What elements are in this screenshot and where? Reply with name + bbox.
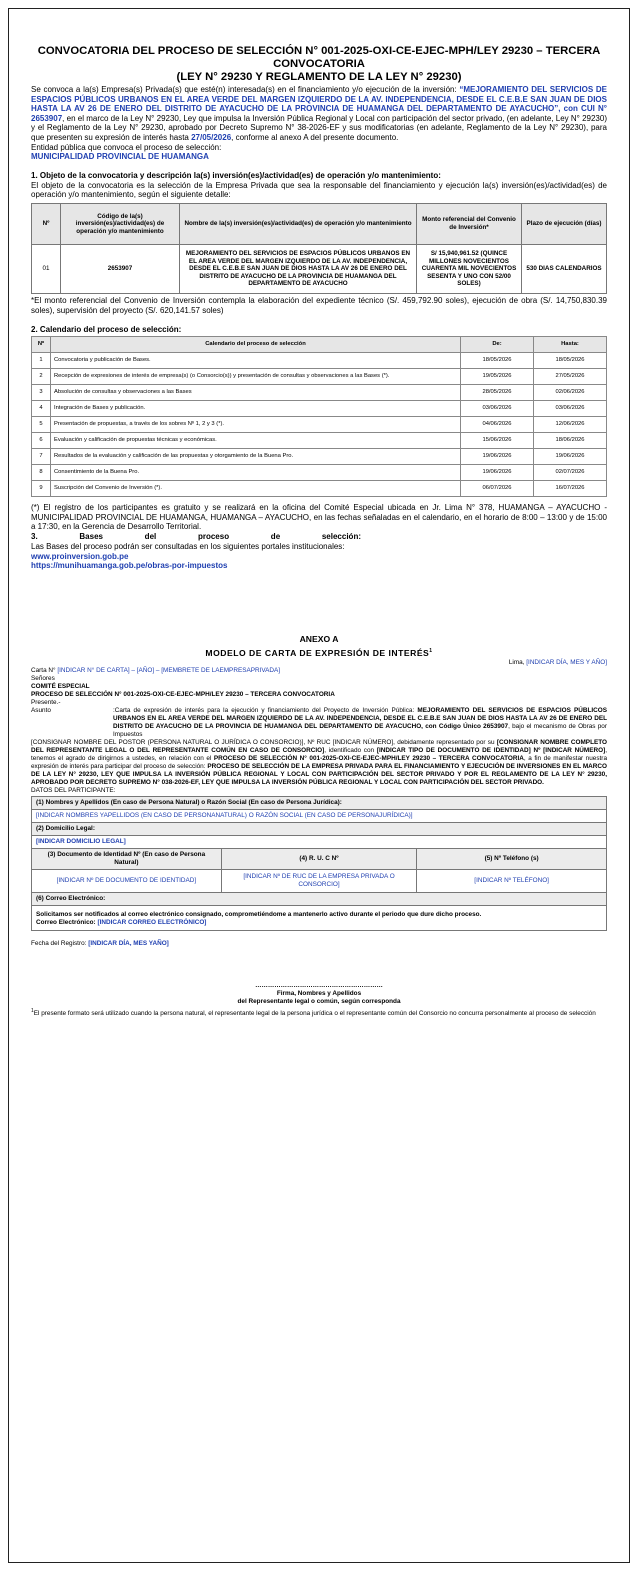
cal-from: 28/05/2026 — [461, 385, 534, 401]
body-d: [INDICAR TIPO DE DOCUMENTO DE IDENTIDAD] Nº [INDICAR NÚMERO] — [376, 746, 606, 754]
datos-label: DATOS DEL PARTICIPANTE: — [31, 786, 116, 794]
col-amount: Monto referencial del Convenio de Inversión* — [417, 203, 522, 244]
section-1-text: El objeto de la convocatoria es la selección de la Empresa Privada que sea la responsable del financiamiento y ejecución la(s) inversión(es)/actividad(es) de operación y/o mantenimiento, según el siguiente detalle: — [31, 180, 607, 200]
body-e: , tenemos el agrado de dirigirnos a ustedes, en relación con el — [31, 746, 607, 762]
cal-num: 6 — [32, 433, 51, 449]
document-title — [31, 45, 607, 84]
cal-num: 7 — [32, 449, 51, 465]
email-label: Correo Electrónico: — [36, 918, 98, 926]
field-1-label: (1) Nombres y Apellidos (En caso de Persona Natural) o Razón Social (En caso de Persona Jurídica): — [32, 796, 607, 809]
field-5-label: (5) Nº Teléfono (s) — [417, 848, 607, 869]
footnote-text: El presente formato será utilizado cuando la persona natural, el representante legal de la persona jurídica o el representante común del Consorcio no concurra personalmente al proceso de selección — [33, 1009, 596, 1017]
asunto-row — [31, 707, 607, 739]
table-row — [32, 433, 607, 449]
calendar-header — [32, 337, 607, 353]
field-3-value[interactable]: [INDICAR Nº DE DOCUMENTO DE IDENTIDAD] — [32, 869, 222, 892]
row-name: MEJORAMIENTO DEL SERVICIOS DE ESPACIOS PÚBLICOS URBANOS EN EL AREA VERDE DEL MARGEN IZQUIERDO DE LA AV. INDEPENDENCIA, DESDE EL C.E.B.E SAN JUAN DE DIOS HASTA LA AV 26 DE ENERO DEL DISTRITO DE AYACUCHO DE LA PROVINCIA DE HUAMANGA DEL DEPARTAMENTO DE AYACUCHO — [180, 244, 417, 293]
registration-note: (*) El registro de los participantes es gratuito y se realizará en la oficina del Comité Especial ubicada en Jr. Lima N° 378, HUAMANGA – AYACUCHO - MUNICIPALIDAD PROVINCIAL DE HUAMANGA, HUAMANGA – AYACUCHO, en las fechas señaladas en el calendario, en el horario de 8:00 – 13:00 y de 15:00 a 17:30, en la Gerencia de Desarrollo Territorial. — [31, 503, 607, 532]
table-row — [32, 465, 607, 481]
participant-form — [31, 796, 607, 931]
body-g: , a fin de manifestar nuestra expresión de interés para participar del proceso de selección: — [31, 754, 607, 770]
field-6-label: (6) Correo Electrónico: — [32, 892, 607, 905]
intro-paragraph — [31, 85, 607, 143]
anexo-title: ANEXO A — [299, 633, 339, 644]
intro-text-a: Se convoca a la(s) Empresa(s) Privada(s) que esté(n) interesada(s) en el financiamiento y/o ejecución de la inversión: — [31, 85, 460, 94]
table-row — [32, 385, 607, 401]
col-name: Nombre de la(s) inversión(es)/actividad(es) de operación y/o mantenimiento — [180, 203, 417, 244]
cal-from: 19/05/2026 — [461, 369, 534, 385]
table-row — [32, 401, 607, 417]
cal-to: 27/05/2026 — [534, 369, 607, 385]
asunto-c: , bajo el mecanismo de Obras por Impuestos — [113, 722, 607, 738]
cal-desc: Evaluación y calificación de propuestas técnicas y económicas. — [51, 433, 461, 449]
body-h: PROCESO DE SELECCIÓN DE LA EMPRESA PRIVADA PARA EL FINANCIAMIENTO Y EJECUCIÓN DE INVERSIONES EN EL MARCO DE LA LEY N° 29230, LEY QUE IMPULSA LA INVERSIÓN PÚBLICA REGIONAL Y LOCAL CON PARTICIPACIÓN DEL SECTOR PRIVADO Y POR EL REGLAMENTO DE LA LEY N° 29230, APROBADO POR DECRETO SUPREMO N° 038-2026-EF, LEY QUE IMPULSA LA INVERSIÓN PÚBLICA REGIONAL Y LOCAL CON PARTICIPACIÓN DEL SECTOR PRIVADO. — [31, 762, 607, 786]
anexo-subtitle — [31, 645, 607, 659]
title-line-1: CONVOCATORIA DEL PROCESO DE SELECCIÓN N° 001-2025-OXI-CE-EJEC-MPH/LEY 29230 – TERCERA CONVOCATORIA — [37, 45, 601, 70]
cal-from: 19/06/2026 — [461, 449, 534, 465]
calendar-table — [31, 336, 607, 497]
cal-num: 4 — [32, 401, 51, 417]
section-3-heading: 3. Bases del proceso de selección: — [31, 531, 361, 541]
cal-from: 18/05/2026 — [461, 353, 534, 369]
row-code: 2653907 — [61, 244, 180, 293]
document-page — [8, 8, 630, 1563]
date-placeholder: [INDICAR DÍA, MES Y AÑO] — [526, 658, 607, 666]
cal-desc: Convocatoria y publicación de Bases. — [51, 353, 461, 369]
field-1-value[interactable]: [INDICAR NOMBRES YAPELLIDOS (EN CASO DE PERSONANATURAL) O RAZÓN SOCIAL (EN CASO DE PERSONAJURÍDICA)] — [32, 809, 607, 822]
table-row — [32, 369, 607, 385]
calendar-rows — [32, 353, 607, 497]
anexo-subtitle-text: MODELO DE CARTA DE EXPRESIÓN DE INTERÉS — [205, 647, 430, 658]
table-row — [32, 353, 607, 369]
table-row — [32, 417, 607, 433]
field-6-text: Solicitamos ser notificados al correo electrónico consignado, comprometiéndome a mantenerlo activo durante el periodo que dure dicho proceso. — [36, 910, 482, 918]
row-amount: S/ 15,940,961.52 (QUINCE MILLONES NOVECIENTOS CUARENTA MIL NOVECIENTOS SESENTA Y UNO CON 52/00 SOLES) — [417, 244, 522, 293]
email-placeholder[interactable]: [INDICAR CORREO ELECTRÓNICO] — [97, 918, 207, 926]
cal-to: 18/06/2026 — [534, 433, 607, 449]
letter-body — [31, 739, 607, 787]
signature-name: Firma, Nombres y Apellidos — [276, 989, 362, 997]
cal-num: 1 — [32, 353, 51, 369]
field-5-value[interactable]: [INDICAR Nº TELÉFONO] — [417, 869, 607, 892]
cal-desc: Presentación de propuestas, a través de los sobres Nº 1, 2 y 3 (*). — [51, 417, 461, 433]
intro-deadline: 27/05/2026 — [191, 132, 232, 142]
cal-col-from: De: — [461, 337, 534, 353]
row-num: 01 — [32, 244, 61, 293]
cal-num: 3 — [32, 385, 51, 401]
link-proinversion[interactable]: www.proinversion.gob.pe — [31, 551, 129, 561]
asunto-text — [113, 707, 607, 739]
link-munihuamanga[interactable]: https://munihuamanga.gob.pe/obras-por-impuestos — [31, 561, 228, 571]
intro-text-b: , en el marco de la Ley N° 29230, Ley que impulsa la Inversión Pública Regional y Local con participación del sector privado, (en adelante, Ley N° 29230) y el Reglamento de la Ley N° 29230, aprobado por Decreto Supremo N° 38-2026-EF y sus modificatorias (en adelante, Reglamento de la Ley N° 29230), para que presenten su expresión de interés hasta — [31, 113, 607, 142]
cal-num: 9 — [32, 481, 51, 497]
body-f: PROCESO DE SELECCIÓN N° 001-2025-OXI-CE-EJEC-MPH/LEY 29230 – TERCERA CONVOCATORIA — [213, 754, 524, 762]
investment-table-header — [32, 203, 607, 244]
cal-to: 02/06/2026 — [534, 385, 607, 401]
comite: COMITÉ ESPECIAL — [31, 682, 90, 690]
fecha-placeholder: [INDICAR DÍA, MES YAÑO] — [88, 939, 169, 947]
asunto-b: MEJORAMIENTO DEL SERVICIOS DE ESPACIOS PÚBLICOS URBANOS EN EL AREA VERDE DEL MARGEN IZQUIERDO DE LA AV. INDEPENDENCIA, DESDE EL C.E.B.E SAN JUAN DE DIOS HASTA LA AV 26 DE ENERO DEL DISTRITO DE AYACUCHO DE LA PROVINCIA DE HUAMANGA DEL DEPARTAMENTO DE AYACUCHO, con Código Único 2653907 — [113, 706, 607, 730]
field-6-box — [32, 905, 607, 930]
signature-line: …………………………………………………… — [255, 981, 383, 989]
cal-desc: Integración de Bases y publicación. — [51, 401, 461, 417]
col-code: Código de la(s) inversión(es)/actividad(es) de operación y/o mantenimiento — [61, 203, 180, 244]
body-b: [CONSIGNAR NOMBRE COMPLETO DEL REPRESENTANTE LEGAL O DEL REPRESENTANTE COMÚN EN CASO DE CONSORCIO] — [31, 738, 607, 754]
cal-desc: Absolución de consultas y observaciones a las Bases — [51, 385, 461, 401]
cal-desc: Consentimiento de la Buena Pro. — [51, 465, 461, 481]
field-3-label: (3) Documento de Identidad Nº (En caso de Persona Natural) — [32, 848, 222, 869]
cal-from: 03/06/2026 — [461, 401, 534, 417]
field-4-label: (4) R. U. C Nº — [221, 848, 417, 869]
cal-desc: Resultados de la evaluación y calificación de las propuestas y otorgamiento de la Buena Pro. — [51, 449, 461, 465]
table-row — [32, 481, 607, 497]
cal-to: 03/06/2026 — [534, 401, 607, 417]
senores: Señores — [31, 674, 55, 682]
row-term: 530 DIAS CALENDARIOS — [522, 244, 607, 293]
col-term: Plazo de ejecución (días) — [522, 203, 607, 244]
asunto-label: Asunto — [31, 706, 51, 714]
cal-from: 06/07/2026 — [461, 481, 534, 497]
cal-desc: Recepción de expresiones de interés de empresa(s) (o Consorcio(s)) y presentación de consultas y observaciones a las Bases (*). — [51, 369, 461, 385]
amount-footnote: *El monto referencial del Convenio de Inversión contempla la elaboración del expediente técnico (S/. 459,792.90 soles), ejecución de obra (S/. 14,750,830.39 soles), supervisión del proyecto (S/. 620,141.57 soles) — [31, 295, 607, 315]
carta-label: Carta N° — [31, 666, 56, 674]
city-label: Lima, — [508, 658, 527, 666]
body-c: , identificado con — [324, 746, 377, 754]
cal-to: 19/06/2026 — [534, 449, 607, 465]
signature-role: del Representante legal o común, según corresponda — [237, 997, 401, 1005]
intro-project-name: “MEJORAMIENTO DEL SERVICIOS DE ESPACIOS PÚBLICOS URBANOS EN EL AREA VERDE DEL MARGEN IZQUIERDO DE LA AV. INDEPENDENCIA, DESDE EL C.E.B.E SAN JUAN DE DIOS HASTA LA AV 26 DE ENERO DEL DISTRITO DE AYACUCHO DE LA PROVINCIA DE HUAMANGA DEL DEPARTAMENTO DE AYACUCHO”, con CUI N° 2653907 — [31, 85, 607, 123]
cal-to: 12/06/2026 — [534, 417, 607, 433]
cal-col-num: Nº — [32, 337, 51, 353]
cal-to: 18/05/2026 — [534, 353, 607, 369]
carta-line — [31, 667, 607, 675]
carta-placeholder: [INDICAR N° DE CARTA] – [AÑO] – [MEMBRETE DE LAEMPRESAPRIVADA] — [57, 666, 281, 674]
title-line-2: (LEY N° 29230 Y REGLAMENTO DE LA LEY N° 29230) — [176, 71, 462, 83]
field-2-label: (2) Domicilio Legal: — [32, 822, 607, 835]
field-2-value[interactable]: [INDICAR DOMICILIO LEGAL] — [32, 835, 607, 848]
cal-to: 02/07/2026 — [534, 465, 607, 481]
anexo-footnote-mark: 1 — [429, 647, 433, 654]
cal-num: 2 — [32, 369, 51, 385]
cal-num: 5 — [32, 417, 51, 433]
cal-col-desc: Calendario del proceso de selección — [51, 337, 461, 353]
entity-label: Entidad pública que convoca el proceso de selección: — [31, 142, 222, 152]
cal-from: 15/06/2026 — [461, 433, 534, 449]
fecha-registro — [31, 940, 607, 948]
cal-to: 16/07/2026 — [534, 481, 607, 497]
presente: Presente.- — [31, 698, 61, 706]
cal-num: 8 — [32, 465, 51, 481]
section-2-heading: 2. Calendario del proceso de selección: — [31, 325, 182, 335]
investment-table — [31, 203, 607, 294]
entity-name: MUNICIPALIDAD PROVINCIAL DE HUAMANGA — [31, 152, 209, 162]
asunto-a: :Carta de expresión de interés para la ejecución y financiamiento del Proyecto de Inversión Pública: — [113, 706, 418, 714]
cal-col-to: Hasta: — [534, 337, 607, 353]
table-row — [32, 244, 607, 293]
footnote-mark: 1 — [31, 1007, 34, 1014]
section-1-heading: 1. Objeto de la convocatoria y descripción la(s) inversión(es)/actividad(es) de operación y/o mantenimiento: — [31, 170, 441, 180]
cal-desc: Suscripción del Convenio de Inversión (*). — [51, 481, 461, 497]
body-a: [CONSIGNAR NOMBRE DEL POSTOR (PERSONA NATURAL O JURÍDICA O CONSORCIO)], Nº RUC [INDICAR NÚMERO], debidamente representado por su — [31, 738, 497, 746]
field-4-value[interactable]: [INDICAR Nº DE RUC DE LA EMPRESA PRIVADA O CONSORCIO] — [221, 869, 417, 892]
intro-text-c: , conforme al anexo A del presente documento. — [231, 132, 399, 142]
cal-from: 04/06/2026 — [461, 417, 534, 433]
fecha-label: Fecha del Registro: — [31, 939, 89, 947]
anexo-footnote — [31, 1007, 607, 1018]
field-6-email — [36, 919, 602, 927]
anexo-place-date — [31, 659, 607, 667]
cal-from: 19/06/2026 — [461, 465, 534, 481]
proceso: PROCESO DE SELECCIÓN N° 001-2025-OXI-CE-EJEC-MPH/LEY 29230 – TERCERA CONVOCATORIA — [31, 690, 335, 698]
col-num: Nº — [32, 203, 61, 244]
section-3-text: Las Bases del proceso podrán ser consultadas en los siguientes portales institucionales: — [31, 541, 345, 551]
table-row — [32, 449, 607, 465]
